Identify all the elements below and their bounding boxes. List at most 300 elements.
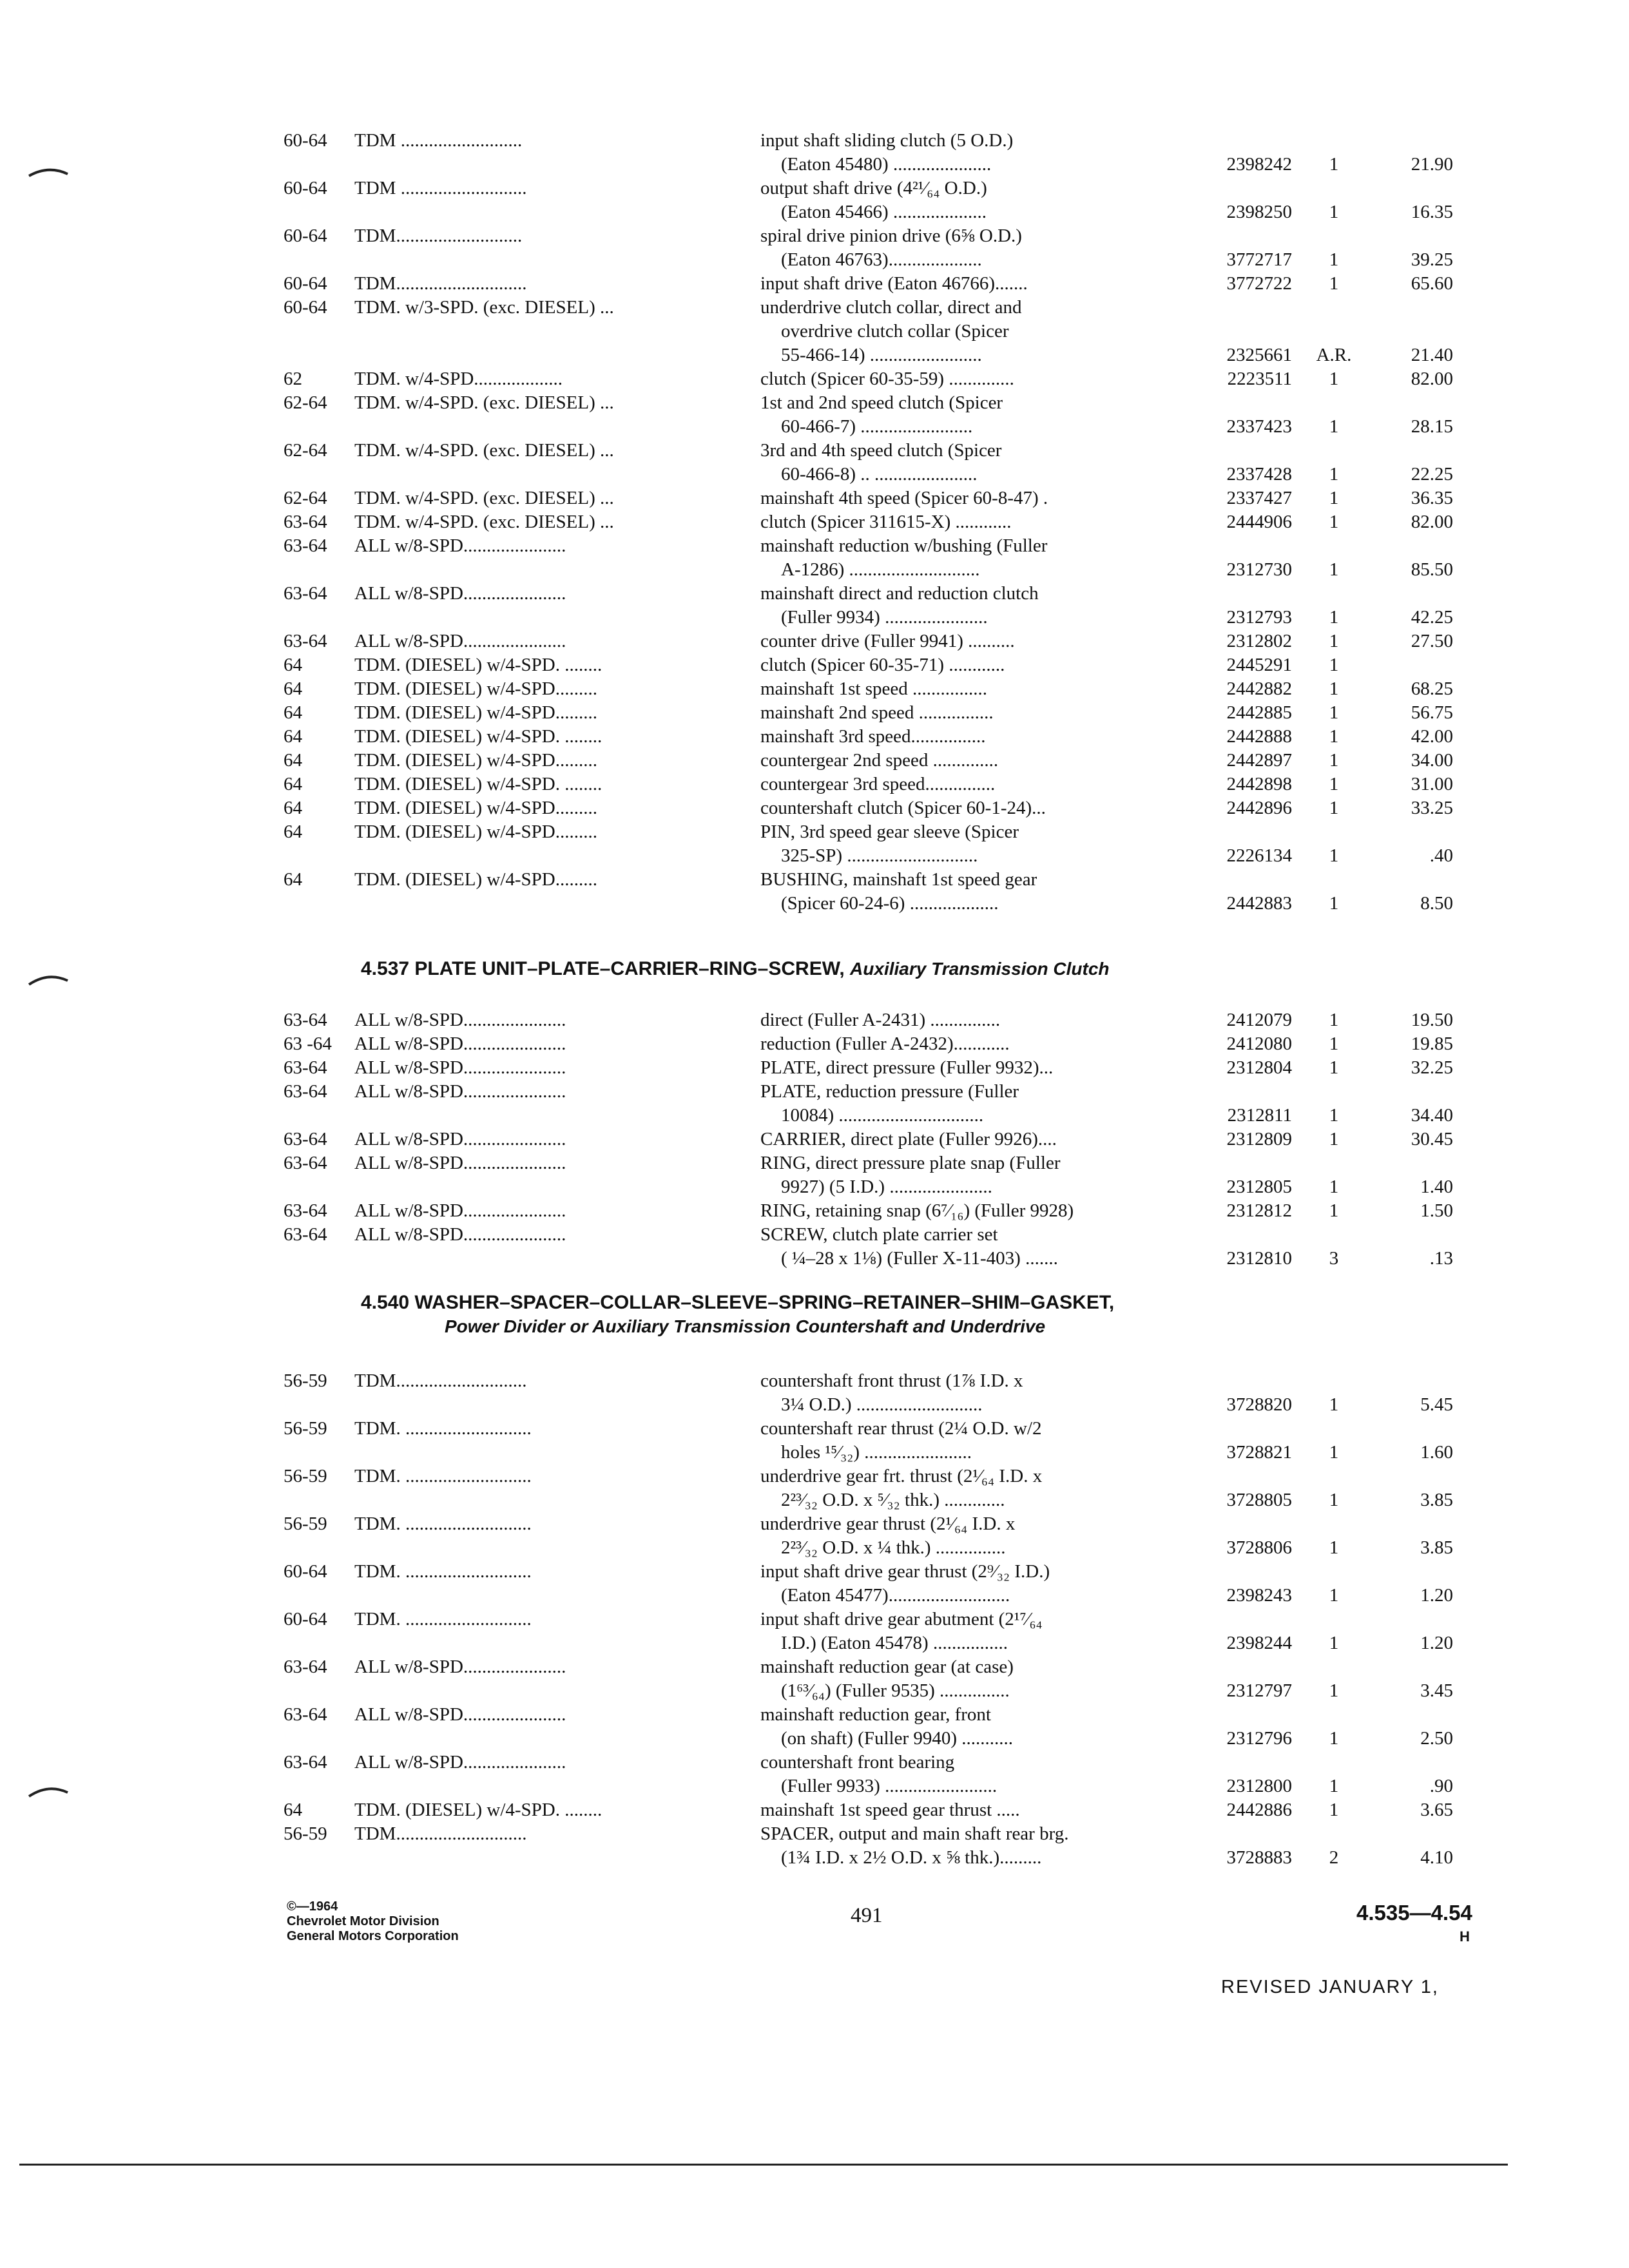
part-description: ( ¼–28 x 1⅛) (Fuller X-11-403) ....... [781,1248,1058,1269]
group-number-range: 4.535—4.54 [1356,1901,1472,1925]
part-description: (1⁶³⁄₆₄) (Fuller 9535) ............... [781,1680,1010,1701]
model-application: ALL w/8-SPD...................... [354,1057,566,1078]
part-description: reduction (Fuller A-2432)............ [760,1033,1010,1054]
quantity: A.R. [1316,345,1352,365]
part-row-line [284,415,1453,439]
part-number: 2325661 [1226,345,1292,365]
part-row-line [284,1247,1453,1271]
price: 34.00 [1411,750,1453,771]
part-row [284,582,1453,629]
price: 32.25 [1411,1057,1453,1078]
model-years: 64 [284,655,302,675]
part-row [284,725,1453,749]
part-row-line [284,1104,1453,1128]
model-application: TDM. w/4-SPD. (exc. DIESEL) ... [354,440,614,461]
part-row-line [284,1846,1453,1870]
section-title: 4.540 WASHER–SPACER–COLLAR–SLEEVE–SPRING–RETAINER–SHIM–GASKET, [361,1292,1115,1313]
quantity: 1 [1329,154,1339,175]
part-row-line [284,391,1431,415]
model-application: TDM. w/4-SPD. (exc. DIESEL) ... [354,392,614,413]
model-years: 56-59 [284,1823,327,1844]
quantity: 1 [1329,202,1339,222]
part-number: 3772722 [1226,273,1292,294]
part-row-line [284,1798,1453,1822]
part-description: countershaft rear thrust (2¼ O.D. w/2 [760,1418,1042,1439]
model-application: ALL w/8-SPD...................... [354,1033,566,1054]
part-number: 2445291 [1226,655,1292,675]
model-years: 64 [284,774,302,794]
price: 5.45 [1420,1394,1453,1415]
price: 21.40 [1411,345,1453,365]
part-description: countershaft front thrust (1⅞ I.D. x [760,1370,1023,1391]
model-years: 56-59 [284,1370,327,1391]
part-description: counter drive (Fuller 9941) .......... [760,631,1015,651]
part-number: 2337427 [1226,488,1292,508]
price: 36.35 [1411,488,1453,508]
model-years: 56-59 [284,1466,327,1486]
part-description: SPACER, output and main shaft rear brg. [760,1823,1069,1844]
part-row [284,629,1453,653]
part-number: 2312811 [1227,1105,1292,1126]
price: 42.25 [1411,607,1453,628]
model-application: TDM. (DIESEL) w/4-SPD. ........ [354,774,602,794]
part-description: I.D.) (Eaton 45478) ................ [781,1633,1008,1653]
part-row [284,1056,1453,1080]
part-description: 9927) (5 I.D.) ...................... [781,1177,992,1197]
quantity: 1 [1329,655,1339,675]
part-row-line [284,582,1431,606]
model-application: TDM. w/4-SPD................... [354,369,563,389]
model-years: 63-64 [284,512,327,532]
model-application: TDM. w/4-SPD. (exc. DIESEL) ... [354,512,614,532]
part-description: PLATE, direct pressure (Fuller 9932)... [760,1057,1054,1078]
model-application: ALL w/8-SPD...................... [354,1153,566,1173]
part-description: 3rd and 4th speed clutch (Spicer [760,440,1002,461]
quantity: 1 [1329,1800,1339,1820]
part-row-line [284,320,1431,343]
part-description: 60-466-8) .. ...................... [781,464,978,485]
quantity: 1 [1329,1776,1339,1796]
part-number: 2226134 [1226,845,1292,866]
price: 82.00 [1411,369,1453,389]
binder-mark [26,966,71,992]
model-years: 60-64 [284,1609,327,1629]
model-years: 64 [284,869,302,890]
part-row-line [284,296,1431,320]
part-description: countergear 3rd speed............... [760,774,996,794]
part-row-line [284,1056,1453,1080]
part-row-line [284,1751,1431,1774]
price: .90 [1429,1776,1453,1796]
price: 3.65 [1420,1800,1453,1820]
quantity: 1 [1329,1105,1339,1126]
part-row-line [284,606,1453,629]
part-description: RING, retaining snap (6⁷⁄₁₆) (Fuller 9928) [760,1200,1074,1221]
model-application: TDM. (DIESEL) w/4-SPD. ........ [354,655,602,675]
price: 16.35 [1411,202,1453,222]
price: 1.20 [1420,1585,1453,1606]
part-number: 2398243 [1226,1585,1292,1606]
price: 3.45 [1420,1680,1453,1701]
part-row-line [284,701,1453,725]
model-application: TDM. ........................... [354,1466,532,1486]
part-row [284,1465,1453,1512]
part-description: direct (Fuller A-2431) ............... [760,1010,1001,1030]
part-description: 60-466-7) ........................ [781,416,973,437]
model-application: TDM............................ [354,1370,527,1391]
part-number: 3728806 [1226,1537,1292,1558]
quantity: 1 [1329,750,1339,771]
quantity: 1 [1329,1537,1339,1558]
model-application: TDM. (DIESEL) w/4-SPD......... [354,822,597,842]
model-application: ALL w/8-SPD...................... [354,1224,566,1245]
section-subtitle: Power Divider or Auxiliary Transmission Countershaft and Underdrive [445,1316,1046,1336]
price: 28.15 [1411,416,1453,437]
model-years: 60-64 [284,273,327,294]
part-row-line [284,629,1453,653]
model-application: TDM. (DIESEL) w/4-SPD......... [354,678,597,699]
part-row [284,1417,1453,1465]
part-number: 2442885 [1226,702,1292,723]
model-years: 64 [284,1800,302,1820]
part-number: 2223511 [1227,369,1292,389]
part-description: 3¼ O.D.) ........................... [781,1394,983,1415]
part-row-line [284,224,1431,248]
part-description: overdrive clutch collar (Spicer [781,321,1009,341]
page-number: 491 [851,1904,883,1927]
quantity: 1 [1329,702,1339,723]
price: 21.90 [1411,154,1453,175]
part-row [284,1128,1453,1151]
parts-section-4-540 [284,1369,1453,1870]
price: 39.25 [1411,249,1453,270]
section-header-4-537 [361,958,1327,980]
quantity: 1 [1329,1394,1339,1415]
division-name: Chevrolet Motor Division [287,1914,439,1928]
part-number: 2442883 [1226,893,1292,914]
part-description: countershaft front bearing [760,1752,955,1773]
quantity: 1 [1329,273,1339,294]
price: 82.00 [1411,512,1453,532]
model-years: 60-64 [284,226,327,246]
quantity: 1 [1329,488,1339,508]
part-row [284,749,1453,773]
part-row [284,224,1453,272]
quantity: 1 [1329,845,1339,866]
part-row-line [284,367,1453,391]
part-row-line [284,1536,1453,1560]
model-years: 63-64 [284,1010,327,1030]
part-number: 3772717 [1226,249,1292,270]
model-years: 56-59 [284,1514,327,1534]
model-years: 63-64 [284,1224,327,1245]
model-years: 60-64 [284,1561,327,1582]
price: 19.50 [1411,1010,1453,1030]
quantity: 1 [1329,559,1339,580]
model-years: 62 [284,369,302,389]
part-description: (Fuller 9934) ...................... [781,607,988,628]
part-description: (Spicer 60-24-6) ................... [781,893,999,914]
part-row-line [284,1008,1453,1032]
part-description: SCREW, clutch plate carrier set [760,1224,998,1245]
part-row-line [284,820,1431,844]
price: 34.40 [1411,1105,1453,1126]
part-description: (Eaton 45480) ..................... [781,154,992,175]
part-description: underdrive gear thrust (2¹⁄₆₄ I.D. x [760,1514,1016,1534]
part-description: CARRIER, direct plate (Fuller 9926).... [760,1129,1057,1149]
model-years: 63-64 [284,1704,327,1725]
model-years: 60-64 [284,130,327,151]
part-description: mainshaft 2nd speed ................ [760,702,994,723]
quantity: 1 [1329,369,1339,389]
model-application: TDM............................ [354,1823,527,1844]
part-description: mainshaft reduction gear (at case) [760,1657,1014,1677]
quantity: 1 [1329,416,1339,437]
part-description: (Fuller 9933) ........................ [781,1776,998,1796]
part-number: 2398242 [1226,154,1292,175]
model-years: 56-59 [284,1418,327,1439]
part-row-line [284,1512,1431,1536]
part-number: 2312796 [1226,1728,1292,1749]
part-row-line [284,1631,1453,1655]
price: 1.50 [1420,1200,1453,1221]
part-description: input shaft sliding clutch (5 O.D.) [760,130,1014,151]
model-years: 63-64 [284,1081,327,1102]
part-row [284,367,1453,391]
model-application: TDM. (DIESEL) w/4-SPD. ........ [354,726,602,747]
model-application: ALL w/8-SPD...................... [354,631,566,651]
part-number: 2398250 [1226,202,1292,222]
part-number: 2442886 [1226,1800,1292,1820]
part-number: 2442888 [1226,726,1292,747]
part-description: (1¾ I.D. x 2½ O.D. x ⅝ thk.)......... [781,1847,1042,1868]
price: 33.25 [1411,798,1453,818]
part-number: 2337428 [1226,464,1292,485]
part-row [284,534,1453,582]
part-number: 3728805 [1226,1490,1292,1510]
price: 3.85 [1420,1490,1453,1510]
model-application: TDM .......................... [354,130,523,151]
part-row [284,1751,1453,1798]
part-row-line [284,1822,1431,1846]
part-number: 2444906 [1226,512,1292,532]
price: 2.50 [1420,1728,1453,1749]
quantity: 1 [1329,1057,1339,1078]
price: 8.50 [1420,893,1453,914]
model-application: ALL w/8-SPD...................... [354,1129,566,1149]
parts-section-4-537 [284,1008,1453,1271]
part-description: output shaft drive (4²¹⁄₆₄ O.D.) [760,178,987,198]
part-row-line [284,1774,1453,1798]
part-description: RING, direct pressure plate snap (Fuller [760,1153,1061,1173]
part-number: 2312809 [1226,1129,1292,1149]
quantity: 1 [1329,1585,1339,1606]
model-years: 63-64 [284,1129,327,1149]
part-row-line [284,248,1453,272]
quantity: 1 [1329,1442,1339,1463]
model-application: TDM. w/3-SPD. (exc. DIESEL) ... [354,297,614,318]
model-application: ALL w/8-SPD...................... [354,1200,566,1221]
part-row-line [284,1441,1453,1465]
part-number: 3728883 [1226,1847,1292,1868]
part-number: 3728820 [1226,1394,1292,1415]
price: 85.50 [1411,559,1453,580]
part-row [284,677,1453,701]
part-row-line [284,844,1453,868]
part-row-line [284,1608,1431,1631]
part-row-line [284,1679,1453,1703]
part-row [284,1008,1453,1032]
part-row-line [284,653,1431,677]
model-application: ALL w/8-SPD...................... [354,535,566,556]
part-row-line [284,200,1453,224]
part-description: mainshaft reduction w/bushing (Fuller [760,535,1048,556]
model-application: TDM ........................... [354,178,527,198]
quantity: 1 [1329,1728,1339,1749]
part-description: 2²³⁄₃₂ O.D. x ⁵⁄₃₂ thk.) ............. [781,1490,1005,1510]
quantity: 1 [1329,1200,1339,1221]
quantity: 1 [1329,798,1339,818]
part-row [284,868,1453,916]
part-row [284,701,1453,725]
part-description: 1st and 2nd speed clutch (Spicer [760,392,1003,413]
part-row [284,486,1453,510]
part-description: underdrive clutch collar, direct and [760,297,1022,318]
corporation-name: General Motors Corporation [287,1929,459,1943]
price: 4.10 [1420,1847,1453,1868]
footer-publisher [287,1899,459,1944]
quantity: 1 [1329,1633,1339,1653]
model-application: TDM. (DIESEL) w/4-SPD......... [354,702,597,723]
part-description: (Eaton 45477).......................... [781,1585,1010,1606]
price: 27.50 [1411,631,1453,651]
price: .40 [1429,845,1453,866]
quantity: 1 [1329,1033,1339,1054]
part-row-line [284,892,1453,916]
part-row-line [284,1151,1431,1175]
part-row [284,1608,1453,1655]
price: 30.45 [1411,1129,1453,1149]
price: 65.60 [1411,273,1453,294]
part-row [284,1223,1453,1271]
part-description: (Eaton 45466) .................... [781,202,987,222]
price: .13 [1429,1248,1453,1269]
part-row-line [284,1369,1431,1393]
quantity: 3 [1329,1248,1339,1269]
part-number: 2442897 [1226,750,1292,771]
model-years: 63-64 [284,1057,327,1078]
part-description: clutch (Spicer 60-35-71) ............ [760,655,1005,675]
part-number: 2312797 [1226,1680,1292,1701]
model-application: TDM. (DIESEL) w/4-SPD......... [354,750,597,771]
quantity: 1 [1329,464,1339,485]
revision-date: REVISED JANUARY 1, [1221,1977,1439,1997]
part-row-line [284,439,1431,463]
quantity: 1 [1329,631,1339,651]
part-row-line [284,749,1453,773]
price: 1.40 [1420,1177,1453,1197]
model-years: 64 [284,726,302,747]
part-description: holes ¹⁵⁄₃₂) ....................... [781,1442,972,1463]
part-row-line [284,1080,1431,1104]
model-application: TDM. ........................... [354,1609,532,1629]
part-row [284,129,1453,177]
model-application: TDM. ........................... [354,1514,532,1534]
part-row [284,653,1431,677]
part-number: 2312812 [1226,1200,1292,1221]
part-description: 2²³⁄₃₂ O.D. x ¼ thk.) ............... [781,1537,1006,1558]
part-number: 3728821 [1226,1442,1292,1463]
model-years: 63-64 [284,1657,327,1677]
part-row-line [284,1128,1453,1151]
part-description: 55-466-14) ........................ [781,345,982,365]
part-row-line [284,129,1431,153]
part-number: 2398244 [1226,1633,1292,1653]
part-row-line [284,725,1453,749]
part-row [284,1369,1453,1417]
model-application: TDM. ........................... [354,1561,532,1582]
quantity: 1 [1329,678,1339,699]
model-application: ALL w/8-SPD...................... [354,1704,566,1725]
model-years: 63-64 [284,1752,327,1773]
model-application: TDM........................... [354,226,523,246]
part-row-line [284,534,1431,558]
quantity: 1 [1329,512,1339,532]
part-row [284,820,1453,868]
part-row-line [284,796,1453,820]
quantity: 1 [1329,1177,1339,1197]
copyright: ©—1964 [287,1899,338,1914]
part-row [284,1798,1453,1822]
part-description: mainshaft 3rd speed................ [760,726,986,747]
model-years: 62-64 [284,392,327,413]
part-description: A-1286) ............................ [781,559,980,580]
part-row [284,1822,1453,1870]
part-description: clutch (Spicer 311615-X) ............ [760,512,1012,532]
part-row-line [284,1655,1431,1679]
part-row [284,1655,1453,1703]
part-number: 2312810 [1226,1248,1292,1269]
part-number: 2442898 [1226,774,1292,794]
part-number: 2312793 [1226,607,1292,628]
part-description: input shaft drive gear thrust (2⁹⁄₃₂ I.D.) [760,1561,1050,1582]
part-description: input shaft drive gear abutment (2¹⁷⁄₆₄ [760,1609,1043,1629]
model-years: 63-64 [284,1200,327,1221]
quantity: 1 [1329,607,1339,628]
price: 31.00 [1411,774,1453,794]
bottom-rule [19,2164,1508,2166]
model-years: 63-64 [284,583,327,604]
price: 56.75 [1411,702,1453,723]
parts-section-4-535 [284,129,1453,916]
binder-mark [26,160,71,186]
part-row-line [284,486,1453,510]
part-description: mainshaft reduction gear, front [760,1704,991,1725]
price: 3.85 [1420,1537,1453,1558]
part-description: PIN, 3rd speed gear sleeve (Spicer [760,822,1019,842]
part-description: (Eaton 46763).................... [781,249,982,270]
part-row-line [284,1175,1453,1199]
model-years: 64 [284,702,302,723]
price: 19.85 [1411,1033,1453,1054]
part-number: 2312802 [1226,631,1292,651]
part-row-line [284,1488,1453,1512]
part-row [284,1080,1453,1128]
part-row [284,1032,1453,1056]
part-number: 2442896 [1226,798,1292,818]
part-description: mainshaft 1st speed ................ [760,678,987,699]
part-number: 2412080 [1226,1033,1292,1054]
